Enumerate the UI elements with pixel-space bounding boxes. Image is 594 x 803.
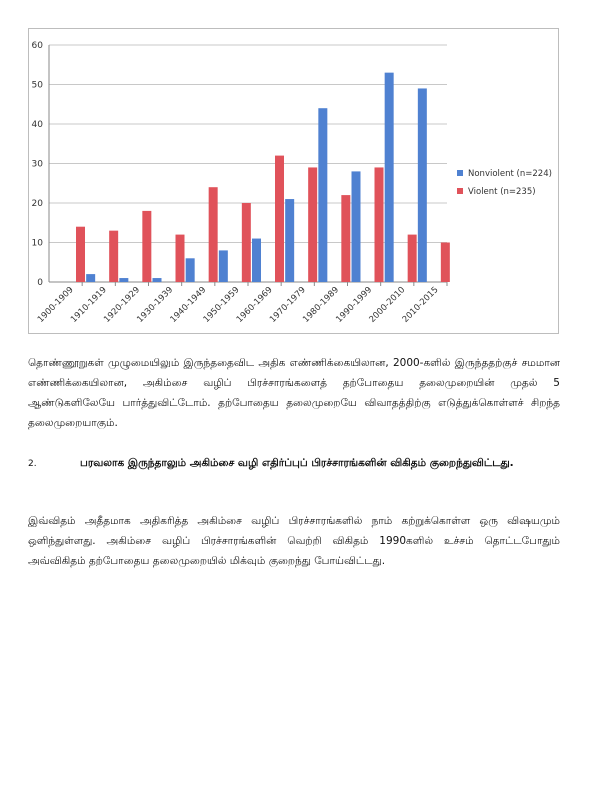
bar-violent — [76, 227, 85, 282]
bar-violent — [308, 167, 317, 282]
bar-chart — [29, 29, 558, 333]
bar-nonviolent — [186, 258, 195, 282]
bar-nonviolent — [119, 278, 128, 282]
bar-nonviolent — [86, 274, 95, 282]
bar-violent — [408, 235, 417, 282]
legend-swatch — [457, 188, 463, 194]
bars — [76, 73, 450, 282]
x-tick-label: 2010-2015 — [400, 285, 441, 325]
point-2-number: 2. — [28, 459, 37, 469]
x-tick-label: 1910-1919 — [69, 285, 109, 325]
x-tick-label: 1990-1999 — [334, 285, 375, 325]
y-tick-label: 60 — [31, 41, 43, 51]
x-tick-label: 1960-1969 — [234, 285, 275, 325]
point-2-heading — [28, 453, 560, 474]
y-tick-label: 10 — [31, 238, 43, 249]
bar-violent — [109, 231, 118, 282]
y-tick-label: 50 — [31, 80, 43, 91]
bar-violent — [341, 195, 350, 282]
paragraph-2: இவ்விதம் அதீதமாக அதிகரித்த அகிம்சை வழிப் பிரச்சாரங்களில் நாம் கற்றுக்கொள்ள ஒரு விஷயமும் ஒளிந்துள்ளது. அகிம்சை வழிப் பிரச்சாரங்களின் வெற்றி விகிதம் 1990களில் உச்சம் தொட்டபோதும் அவ்விகிதம் தற்போதைய தலைமுறையில் மிக்வும் குறைந்து போய்விட்டது. — [28, 515, 560, 567]
bar-violent — [275, 156, 284, 282]
bar-nonviolent — [418, 88, 427, 282]
bar-nonviolent — [318, 108, 327, 282]
bar-violent — [441, 243, 450, 283]
bar-nonviolent — [252, 239, 261, 282]
bar-nonviolent — [385, 73, 394, 282]
y-tick-label: 30 — [31, 159, 43, 170]
bar-violent — [242, 203, 251, 282]
bar-nonviolent — [219, 250, 228, 282]
bar-violent — [176, 235, 185, 282]
x-tick-label: 1900-1909 — [35, 285, 76, 325]
bar-nonviolent — [153, 278, 162, 282]
y-tick-label: 0 — [37, 278, 43, 288]
x-tick-labels — [36, 285, 441, 325]
bar-nonviolent — [285, 199, 294, 282]
x-tick-label: 2000-2010 — [367, 285, 408, 325]
y-tick-label: 40 — [31, 120, 43, 130]
x-tick-label: 1950-1959 — [201, 285, 242, 325]
chart-frame — [28, 28, 559, 334]
legend-label: Nonviolent (n=224) — [468, 169, 552, 179]
paragraph-1: தொண்ணூறுகள் முழுமையிலும் இருந்ததைவிட அதிக எண்ணிக்கையிலான, 2000-களில் இருந்ததற்குச் சமமான எண்ணிக்கையிலான, அகிம்சை வழிப் பிரச்சாரங்களைத் தற்போதைய தலைமுறையின் முதல் 5 ஆண்டுகளிலேயே பார்த்துவிட்டோம். தற்போதைய தலைமுறையே விவாதத்திற்கு எடுத்துக்கொள்ளச் சிறந்த தலைமுறையாகும். — [28, 357, 560, 429]
bar-violent — [209, 187, 218, 282]
point-2-text: பரவலாக இருந்தாலும் அகிம்சை வழி எதிர்ப்புப் பிரச்சாரங்களின் விகிதம் குறைந்துவிட்டது. — [80, 457, 514, 469]
bar-nonviolent — [352, 171, 361, 282]
x-tick-label: 1930-1939 — [135, 285, 176, 325]
y-tick-label: 20 — [31, 199, 43, 209]
x-tick-label: 1920-1929 — [102, 285, 143, 325]
y-tick-labels — [32, 41, 44, 288]
legend-swatch — [457, 170, 463, 176]
x-tick-label: 1970-1979 — [268, 285, 308, 325]
legend-label: Violent (n=235) — [468, 187, 536, 197]
bar-violent — [142, 211, 151, 282]
x-tick-label: 1980-1989 — [301, 285, 342, 325]
x-tick-label: 1940-1949 — [168, 285, 209, 325]
bar-violent — [375, 167, 384, 282]
legend — [457, 169, 552, 197]
